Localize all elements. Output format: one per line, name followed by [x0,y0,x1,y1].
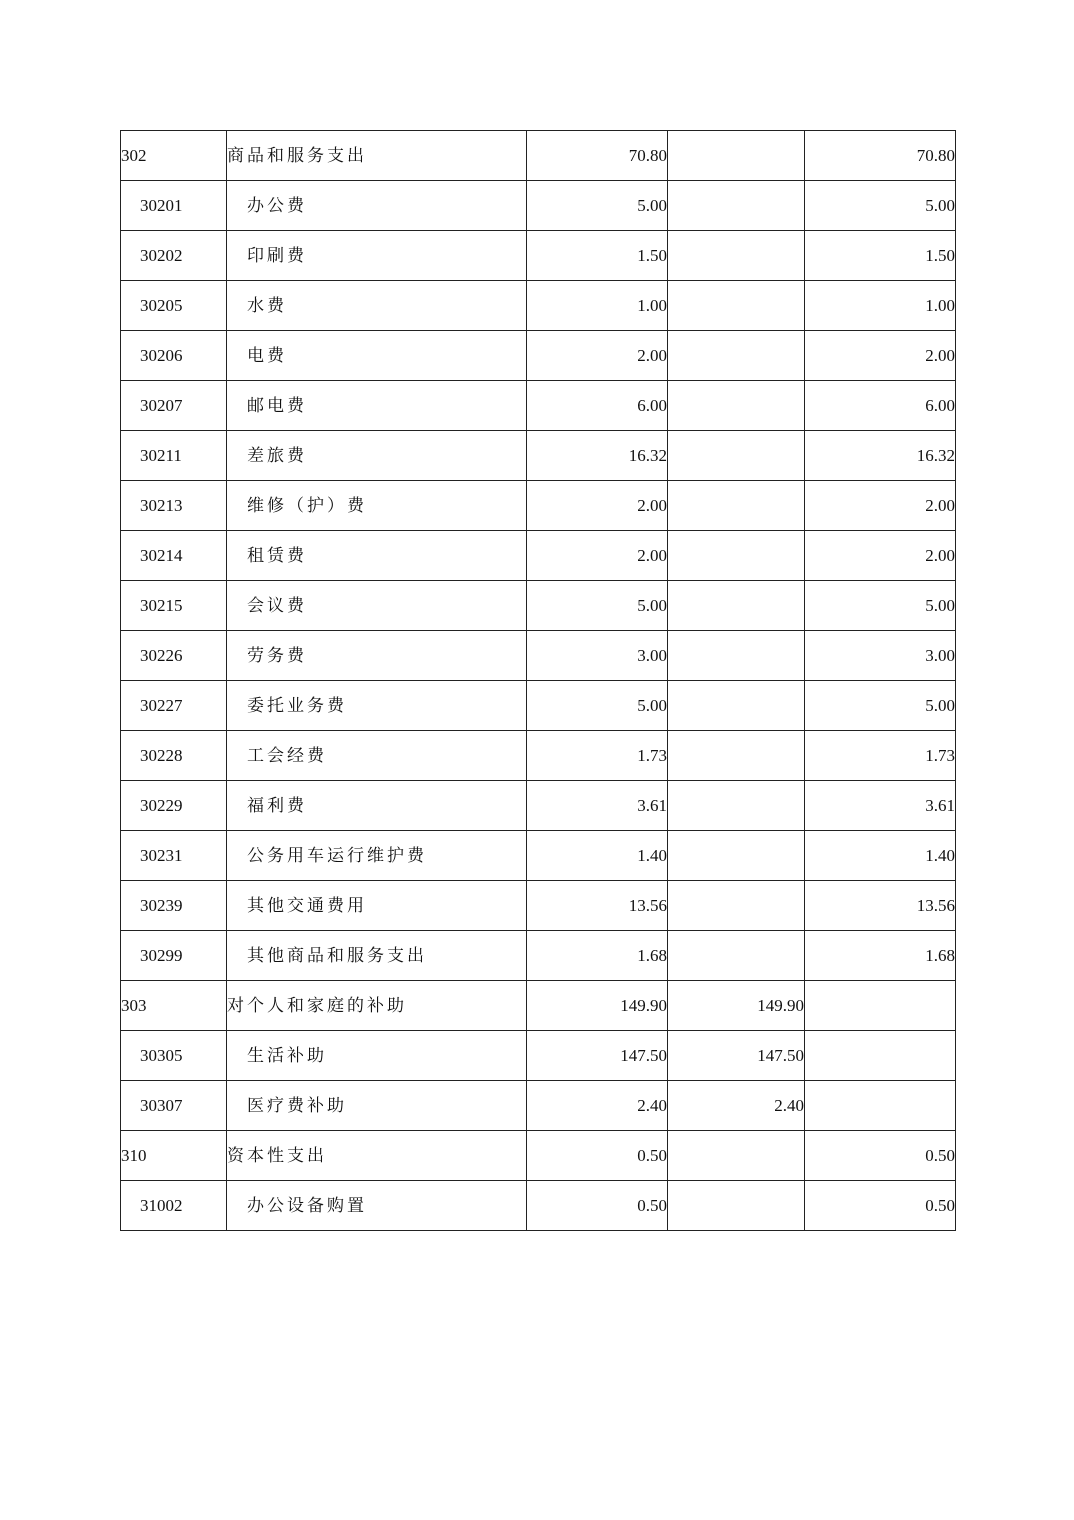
basic-expenditure-cell [668,1181,805,1231]
project-expenditure-cell: 5.00 [805,181,956,231]
table-row-subitem [121,731,956,781]
table-row-category [121,131,956,181]
total-amount-cell: 2.40 [527,1081,668,1131]
account-code-cell: 30228 [121,731,227,781]
account-code-cell: 30307 [121,1081,227,1131]
account-name-cell: 办公设备购置 [227,1181,527,1231]
total-amount-cell: 2.00 [527,481,668,531]
account-code-cell: 31002 [121,1181,227,1231]
basic-expenditure-cell [668,131,805,181]
basic-expenditure-cell: 149.90 [668,981,805,1031]
basic-expenditure-cell [668,931,805,981]
basic-expenditure-cell [668,781,805,831]
total-amount-cell: 0.50 [527,1181,668,1231]
project-expenditure-cell: 1.73 [805,731,956,781]
account-code-cell: 30231 [121,831,227,881]
total-amount-cell: 2.00 [527,331,668,381]
project-expenditure-cell [805,1031,956,1081]
project-expenditure-cell: 2.00 [805,531,956,581]
account-name-cell: 福利费 [227,781,527,831]
expenditure-table [120,130,956,1231]
account-name-cell: 工会经费 [227,731,527,781]
expenditure-table-body [121,131,956,1231]
account-code-cell: 30211 [121,431,227,481]
table-row-subitem [121,881,956,931]
basic-expenditure-cell [668,531,805,581]
project-expenditure-cell: 6.00 [805,381,956,431]
basic-expenditure-cell [668,481,805,531]
project-expenditure-cell: 0.50 [805,1181,956,1231]
account-name-cell: 租赁费 [227,531,527,581]
basic-expenditure-cell [668,381,805,431]
table-row-subitem [121,581,956,631]
table-row-subitem [121,281,956,331]
account-name-cell: 印刷费 [227,231,527,281]
total-amount-cell: 0.50 [527,1131,668,1181]
account-name-cell: 其他交通费用 [227,881,527,931]
account-name-cell: 劳务费 [227,631,527,681]
project-expenditure-cell: 1.50 [805,231,956,281]
basic-expenditure-cell [668,431,805,481]
account-name-cell: 商品和服务支出 [227,131,527,181]
account-code-cell: 30207 [121,381,227,431]
account-code-cell: 30213 [121,481,227,531]
account-code-cell: 30205 [121,281,227,331]
basic-expenditure-cell [668,831,805,881]
total-amount-cell: 3.00 [527,631,668,681]
basic-expenditure-cell [668,181,805,231]
account-name-cell: 对个人和家庭的补助 [227,981,527,1031]
table-row-subitem [121,781,956,831]
account-name-cell: 医疗费补助 [227,1081,527,1131]
project-expenditure-cell: 5.00 [805,581,956,631]
account-code-cell: 30215 [121,581,227,631]
total-amount-cell: 147.50 [527,1031,668,1081]
total-amount-cell: 1.00 [527,281,668,331]
project-expenditure-cell: 1.40 [805,831,956,881]
account-code-cell: 30206 [121,331,227,381]
account-name-cell: 资本性支出 [227,1131,527,1181]
account-name-cell: 其他商品和服务支出 [227,931,527,981]
table-row-subitem [121,431,956,481]
account-name-cell: 委托业务费 [227,681,527,731]
project-expenditure-cell: 13.56 [805,881,956,931]
account-code-cell: 310 [121,1131,227,1181]
total-amount-cell: 1.50 [527,231,668,281]
basic-expenditure-cell [668,881,805,931]
total-amount-cell: 1.40 [527,831,668,881]
account-code-cell: 30226 [121,631,227,681]
basic-expenditure-cell [668,281,805,331]
basic-expenditure-cell [668,731,805,781]
basic-expenditure-cell: 2.40 [668,1081,805,1131]
total-amount-cell: 13.56 [527,881,668,931]
table-row-subitem [121,481,956,531]
total-amount-cell: 70.80 [527,131,668,181]
total-amount-cell: 3.61 [527,781,668,831]
total-amount-cell: 5.00 [527,581,668,631]
project-expenditure-cell: 70.80 [805,131,956,181]
project-expenditure-cell [805,1081,956,1131]
account-code-cell: 302 [121,131,227,181]
basic-expenditure-cell [668,1131,805,1181]
account-code-cell: 30227 [121,681,227,731]
project-expenditure-cell: 16.32 [805,431,956,481]
table-row-subitem [121,181,956,231]
project-expenditure-cell: 2.00 [805,481,956,531]
total-amount-cell: 6.00 [527,381,668,431]
total-amount-cell: 2.00 [527,531,668,581]
project-expenditure-cell: 0.50 [805,1131,956,1181]
total-amount-cell: 149.90 [527,981,668,1031]
account-code-cell: 30202 [121,231,227,281]
account-code-cell: 303 [121,981,227,1031]
table-row-subitem [121,381,956,431]
total-amount-cell: 1.73 [527,731,668,781]
account-code-cell: 30229 [121,781,227,831]
table-row-subitem [121,331,956,381]
project-expenditure-cell: 2.00 [805,331,956,381]
basic-expenditure-cell [668,231,805,281]
account-name-cell: 邮电费 [227,381,527,431]
total-amount-cell: 1.68 [527,931,668,981]
basic-expenditure-cell [668,631,805,681]
account-name-cell: 生活补助 [227,1031,527,1081]
account-name-cell: 水费 [227,281,527,331]
account-code-cell: 30214 [121,531,227,581]
account-name-cell: 会议费 [227,581,527,631]
project-expenditure-cell: 1.00 [805,281,956,331]
table-row-category [121,981,956,1031]
total-amount-cell: 16.32 [527,431,668,481]
project-expenditure-cell [805,981,956,1031]
basic-expenditure-cell [668,331,805,381]
table-row-subitem [121,231,956,281]
table-row-subitem [121,531,956,581]
account-code-cell: 30201 [121,181,227,231]
table-row-subitem [121,1031,956,1081]
project-expenditure-cell: 3.00 [805,631,956,681]
table-row-subitem [121,631,956,681]
total-amount-cell: 5.00 [527,181,668,231]
basic-expenditure-cell: 147.50 [668,1031,805,1081]
basic-expenditure-cell [668,581,805,631]
account-name-cell: 公务用车运行维护费 [227,831,527,881]
table-row-category [121,1131,956,1181]
project-expenditure-cell: 3.61 [805,781,956,831]
project-expenditure-cell: 1.68 [805,931,956,981]
table-row-subitem [121,1081,956,1131]
project-expenditure-cell: 5.00 [805,681,956,731]
total-amount-cell: 5.00 [527,681,668,731]
account-name-cell: 差旅费 [227,431,527,481]
table-row-subitem [121,831,956,881]
table-row-subitem [121,681,956,731]
basic-expenditure-cell [668,681,805,731]
account-name-cell: 办公费 [227,181,527,231]
account-name-cell: 维修（护）费 [227,481,527,531]
table-row-subitem [121,1181,956,1231]
account-code-cell: 30239 [121,881,227,931]
account-code-cell: 30299 [121,931,227,981]
account-name-cell: 电费 [227,331,527,381]
table-row-subitem [121,931,956,981]
account-code-cell: 30305 [121,1031,227,1081]
